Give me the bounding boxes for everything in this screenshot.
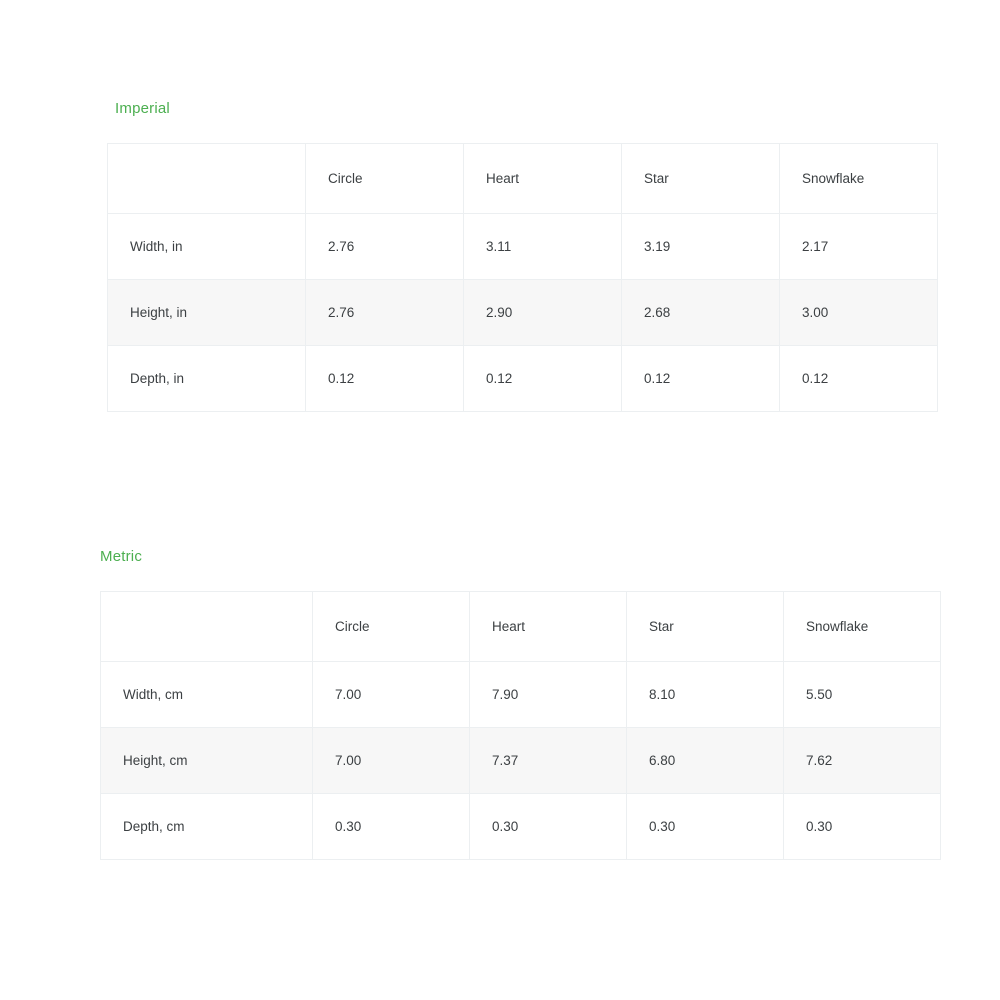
table-row — [101, 728, 941, 794]
imperial-depth-circle: 0.12 — [306, 346, 464, 412]
metric-width-snowflake: 5.50 — [784, 662, 941, 728]
imperial-height-heart: 2.90 — [464, 280, 622, 346]
imperial-specs-table — [107, 143, 938, 412]
imperial-section — [107, 100, 938, 412]
table-row — [108, 280, 938, 346]
table-header-row — [101, 592, 941, 662]
metric-height-circle: 7.00 — [313, 728, 470, 794]
imperial-header-snowflake: Snowflake — [780, 144, 938, 214]
metric-width-circle: 7.00 — [313, 662, 470, 728]
metric-depth-heart: 0.30 — [470, 794, 627, 860]
metric-section-title: Metric — [100, 548, 143, 565]
table-row — [101, 794, 941, 860]
metric-header-heart: Heart — [470, 592, 627, 662]
imperial-height-circle: 2.76 — [306, 280, 464, 346]
metric-header-blank — [101, 592, 313, 662]
imperial-table-body — [108, 214, 938, 412]
table-row — [108, 346, 938, 412]
metric-table-body — [101, 662, 941, 860]
metric-height-snowflake: 7.62 — [784, 728, 941, 794]
metric-height-star: 6.80 — [627, 728, 784, 794]
imperial-header-star: Star — [622, 144, 780, 214]
imperial-depth-star: 0.12 — [622, 346, 780, 412]
imperial-width-heart: 3.11 — [464, 214, 622, 280]
imperial-section-title: Imperial — [115, 100, 170, 117]
metric-depth-star: 0.30 — [627, 794, 784, 860]
metric-depth-snowflake: 0.30 — [784, 794, 941, 860]
metric-width-heart: 7.90 — [470, 662, 627, 728]
imperial-header-heart: Heart — [464, 144, 622, 214]
metric-header-star: Star — [627, 592, 784, 662]
metric-height-heart: 7.37 — [470, 728, 627, 794]
metric-table-head — [101, 592, 941, 662]
table-row — [108, 214, 938, 280]
metric-row-label-width: Width, cm — [101, 662, 313, 728]
imperial-row-label-width: Width, in — [108, 214, 306, 280]
metric-header-snowflake: Snowflake — [784, 592, 941, 662]
imperial-header-blank — [108, 144, 306, 214]
imperial-row-label-height: Height, in — [108, 280, 306, 346]
metric-width-star: 8.10 — [627, 662, 784, 728]
metric-row-label-depth: Depth, cm — [101, 794, 313, 860]
imperial-table-head — [108, 144, 938, 214]
imperial-height-snowflake: 3.00 — [780, 280, 938, 346]
metric-specs-table — [100, 591, 941, 860]
metric-row-label-height: Height, cm — [101, 728, 313, 794]
imperial-width-circle: 2.76 — [306, 214, 464, 280]
imperial-depth-snowflake: 0.12 — [780, 346, 938, 412]
metric-section — [100, 548, 941, 860]
imperial-row-label-depth: Depth, in — [108, 346, 306, 412]
imperial-height-star: 2.68 — [622, 280, 780, 346]
imperial-width-star: 3.19 — [622, 214, 780, 280]
table-header-row — [108, 144, 938, 214]
imperial-depth-heart: 0.12 — [464, 346, 622, 412]
imperial-width-snowflake: 2.17 — [780, 214, 938, 280]
metric-header-circle: Circle — [313, 592, 470, 662]
imperial-header-circle: Circle — [306, 144, 464, 214]
table-row — [101, 662, 941, 728]
metric-depth-circle: 0.30 — [313, 794, 470, 860]
